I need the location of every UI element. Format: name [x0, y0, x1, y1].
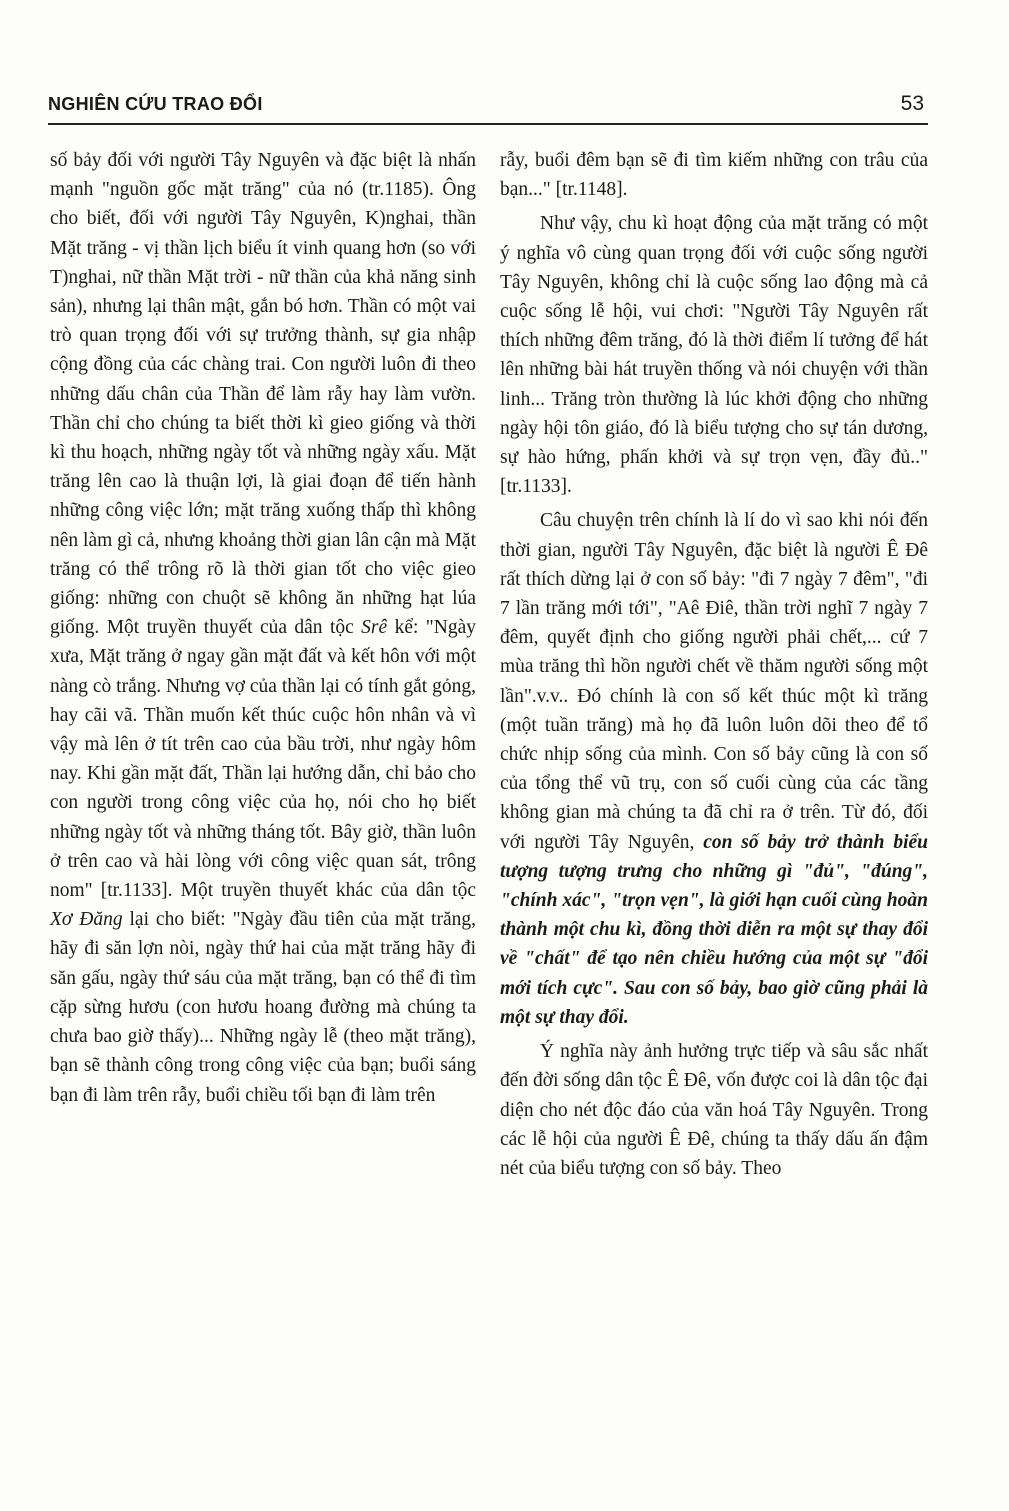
- header-rule: [48, 123, 928, 125]
- page-header: [48, 92, 928, 124]
- page-number: 53: [900, 92, 924, 115]
- section-title: NGHIÊN CỨU TRAO ĐỔI: [48, 94, 263, 114]
- text-run: Câu chuyện trên chính là lí do vì sao khi nói đến thời gian, người Tây Nguyên, đặc biệt là người Ê Đê rất thích dừng lại ở con số bảy: "đi 7 ngày 7 đêm", "đi 7 lần trăng mới tới", "Aê Điê, thần trời nghĩ 7 ngày 7 đêm, quyết định cho giống người phải chết,... cứ 7 mùa trăng thì hồn người chết về thăm người sống một lần".v.v.. Đó chính là con số kết thúc một kì trăng (một tuần trăng) mà họ đã luôn luôn dõi theo để tổ chức nhịp sống của mình. Con số bảy cũng là con số của tổng thể vũ trụ, con số cuối cùng của các tầng không gian mà chúng ta đã chỉ ra ở trên. Từ đó, đối với người Tây Nguyên,: [500, 510, 928, 853]
- paragraph: Như vậy, chu kì hoạt động của mặt trăng có một ý nghĩa vô cùng quan trọng đối với cuộc sống người Tây Nguyên, không chỉ là cuộc sống lao động mà cả cuộc sống lễ hội, vui chơi: "Người Tây Nguyên rất thích những đêm trăng, đó là thời điểm lí tưởng để hát lên những bài hát truyền thống và nói chuyện với thần linh... Trăng tròn thường là lúc khởi động cho những ngày hội tôn giáo, đó là biểu tượng cho sự tán dương, sự hào hứng, phấn khởi và sự trọn vẹn, đầy đủ.." [tr.1133].: [500, 213, 928, 498]
- paragraph: [500, 506, 928, 1032]
- paragraph: [50, 146, 476, 1110]
- emphasized-text: con số bảy trở thành biểu tượng tượng trưng cho những gì "đủ", "đúng", "chính xác", "trọn vẹn", là giới hạn cuối cùng hoàn thành một chu kì, đồng thời diễn ra một sự thay đổi về "chất" để tạo nên chiều hướng của một sự "đổi mới tích cực". Sau con số bảy, bao giờ cũng phải là một sự thay đổi.: [500, 831, 928, 1028]
- ethnic-name-xodang: Xơ Đăng: [50, 909, 123, 931]
- text-run: lại cho biết: "Ngày đầu tiên của mặt trăng, hãy đi săn lợn nòi, ngày thứ hai của mặt trăng hãy đi săn gấu, ngày thứ sáu của mặt trăng, bạn có thể đi tìm cặp sừng hươu (con hươu hoang đường mà chúng ta chưa bao giờ thấy)... Những ngày lễ (theo mặt trăng), bạn sẽ thành công trong công việc của bạn; buổi sáng bạn đi làm trên rẫy, buổi chiều tối bạn đi làm trên: [50, 909, 476, 1106]
- right-column: [500, 146, 928, 1183]
- paragraph: rẫy, buổi đêm bạn sẽ đi tìm kiếm những con trâu của bạn..." [tr.1148].: [500, 150, 928, 201]
- left-column: [50, 146, 476, 1110]
- text-run: số bảy đối với người Tây Nguyên và đặc biệt là nhấn mạnh "nguồn gốc mặt trăng" của nó (tr.1185). Ông cho biết, đối với người Tây Nguyên, K)nghai, thần Mặt trăng - vị thần lịch biểu ít vinh quang hơn (so với T)nghai, nữ thần Mặt trời - nữ thần của khả năng sinh sản), nhưng lại thân mật, gắn bó hơn. Thần có một vai trò quan trọng đối với sự trưởng thành, sự gia nhập cộng đồng của các chàng trai. Con người luôn đi theo những dấu chân của Thần để làm rẫy hay làm vườn. Thần chỉ cho chúng ta biết thời kì gieo giống và thời kì thu hoạch, những ngày tốt và những ngày xấu. Mặt trăng lên cao là thuận lợi, là giai đoạn để tiến hành những công việc lớn; mặt trăng xuống thấp thì không nên làm gì cả, nhưng khoảng thời gian lân cận mà Mặt trăng có thể trông rõ là thời gian tốt cho việc gieo giống: những con chuột sẽ không ăn những hạt lúa giống. Một truyền thuyết của dân tộc: [50, 150, 476, 639]
- text-run: kể: "Ngày xưa, Mặt trăng ở ngay gần mặt đất và kết hôn với một nàng cò trắng. Nhưng vợ của thần lại có tính gắt gỏng, hay cãi vã. Thần muốn kết thúc cuộc hôn nhân và vì vậy mà lên ở tít trên cao của bầu trời, như ngày hôm nay. Khi gần mặt đất, Thần lại hướng dẫn, chỉ bảo cho con người trong công việc của họ, nói cho họ biết những ngày tốt và những tháng tốt. Bây giờ, thần luôn ở trên cao và hài lòng với công việc quan sát, trông nom" [tr.1133]. Một truyền thuyết khác của dân tộc: [50, 617, 476, 902]
- paragraph: Ý nghĩa này ảnh hưởng trực tiếp và sâu sắc nhất đến đời sống dân tộc Ê Đê, vốn được coi là dân tộc đại diện cho nét độc đáo của văn hoá Tây Nguyên. Trong các lễ hội của người Ê Đê, chúng ta thấy dấu ấn đậm nét của biểu tượng con số bảy. Theo: [500, 1041, 928, 1179]
- ethnic-name-sre: Srê: [361, 617, 388, 639]
